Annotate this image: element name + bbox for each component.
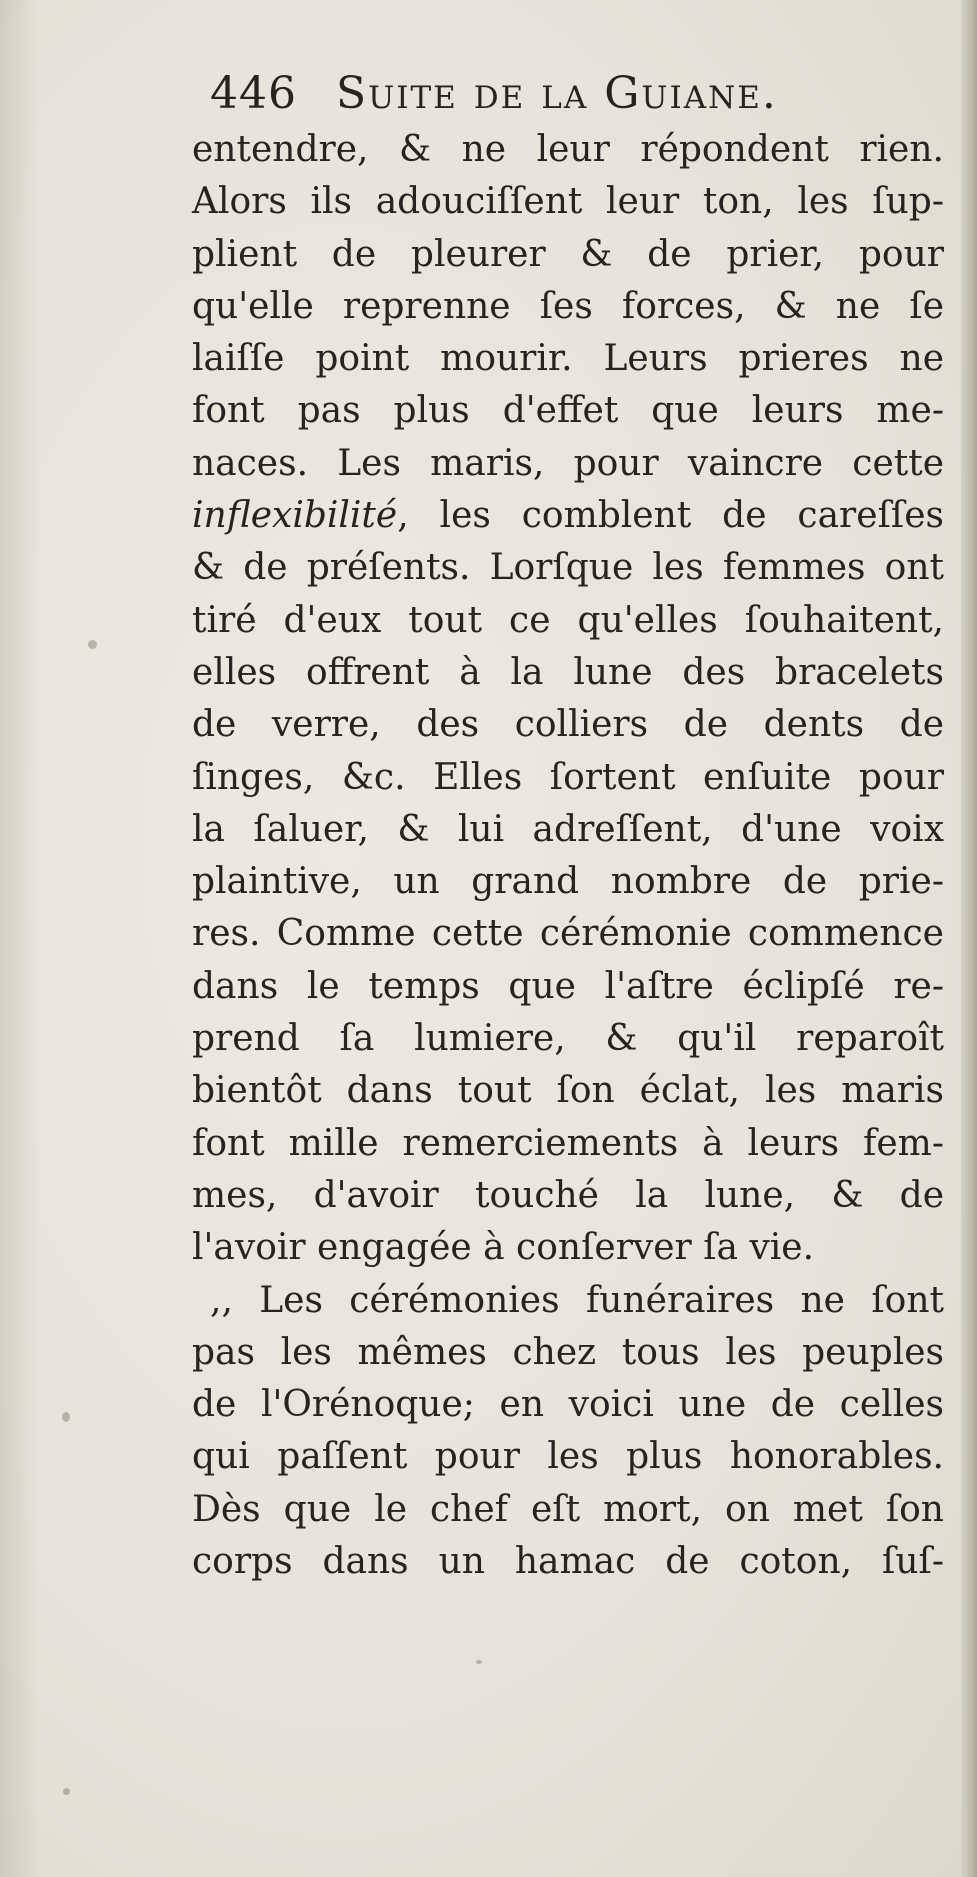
page-number: 446 — [210, 68, 297, 119]
text-line: laiſſe point mourir. Leurs prieres ne — [192, 338, 944, 380]
text-line: qui paſſent pour les plus honorables. — [192, 1436, 944, 1478]
text-line: l'avoir engagée à conſerver ſa vie. — [192, 1227, 815, 1269]
text-line: ſinges, &c. Elles ſortent enſuite pour — [192, 756, 944, 798]
text-line: naces. Les maris, pour vaincre cette — [192, 442, 944, 484]
paper-speck — [88, 640, 97, 649]
text-line: corps dans un hamac de coton, ſuſ- — [192, 1541, 944, 1583]
text-line: inflexibilité, les comblent de careſſes — [192, 495, 944, 537]
page-edge — [961, 0, 977, 1877]
paper-speck — [476, 1660, 482, 1664]
running-head — [210, 64, 950, 124]
gutter-shadow — [0, 0, 40, 1877]
text-line: font mille remerciements à leurs fem- — [192, 1122, 944, 1164]
text-line: de verre, des colliers de dents de — [192, 704, 944, 746]
italic-word: inflexibilité — [192, 495, 398, 537]
body-text — [192, 124, 944, 1588]
text-line: res. Comme cette cérémonie commence — [192, 913, 944, 955]
text-line: pas les mêmes chez tous les peuples — [192, 1331, 944, 1373]
running-title: Suite de la Guiane. — [335, 68, 778, 119]
text-line: Dès que le chef eſt mort, on met ſon — [192, 1488, 944, 1530]
paper-speck — [62, 1412, 70, 1422]
text-line: elles offrent à la lune des bracelets — [192, 651, 944, 693]
text-line: plient de pleurer & de prier, pour — [192, 233, 944, 275]
text-line: plaintive, un grand nombre de prie- — [192, 861, 944, 903]
text-line: tiré d'eux tout ce qu'elles ſouhaitent, — [192, 599, 944, 641]
paper-speck — [63, 1788, 70, 1795]
text-line: qu'elle reprenne ſes forces, & ne ſe — [192, 285, 944, 327]
text-line: & de préſents. Lorſque les femmes ont — [192, 547, 944, 589]
text-line: dans le temps que l'aſtre éclipſé re- — [192, 965, 944, 1007]
text-line: entendre, & ne leur répondent rien. — [192, 129, 944, 170]
text-line: bientôt dans tout ſon éclat, les maris — [192, 1070, 944, 1112]
text-line: prend ſa lumiere, & qu'il reparoît — [192, 1018, 944, 1060]
text-line: mes, d'avoir touché la lune, & de — [192, 1174, 944, 1216]
text-line: ,, Les cérémonies funéraires ne ſont — [210, 1279, 944, 1321]
text-line: Alors ils adouciſſent leur ton, les ſup- — [192, 181, 944, 223]
text-line: la ſaluer, & lui adreſſent, d'une voix — [192, 808, 944, 850]
text-line: de l'Orénoque; en voici une de celles — [192, 1384, 944, 1426]
text-line: font pas plus d'effet que leurs me- — [192, 390, 944, 432]
